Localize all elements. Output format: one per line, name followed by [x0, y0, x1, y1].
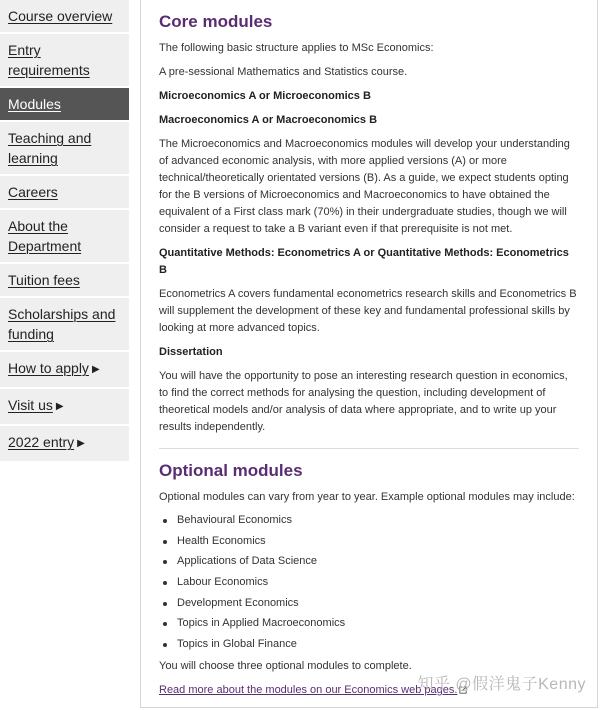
optional-modules-section [159, 461, 579, 699]
core-modules-heading: Core modules [159, 12, 273, 31]
economics-web-pages-link[interactable] [159, 684, 457, 696]
sidebar-item-label: Visit us [8, 397, 53, 413]
choose-modules-text: You will choose three optional modules to complete. [159, 660, 412, 673]
micro-macro-description: The Microeconomics and Macroeconomics modules will develop your understanding of advanced economic analysis, with more applied versions (A) or more technical/theoretically orientated versions (B). As a guide, we expect students opting for the B versions of Microeconomics and Macroeconomics to have obtained the equivalent of a First class mark (70%) in their undergraduate studies, though we will consider a request to take a B variant even if that prerequisite is not met. [159, 138, 570, 235]
sidebar-item-label: Modules [8, 96, 61, 112]
dissertation-heading: Dissertation [159, 346, 223, 358]
sidebar-nav [0, 0, 129, 463]
caret-right-icon: ▶ [55, 401, 64, 412]
optional-modules-list [159, 513, 579, 652]
dissertation-description: You will have the opportunity to pose an interesting research question in economics, to find the correct methods for analysing the question, including development of theoretical models and/or analysis of data where appropriate, and to write up your results independently. [159, 370, 568, 433]
sidebar-item-how-to-apply[interactable] [0, 352, 129, 389]
sidebar-item-2022-entry[interactable] [0, 426, 129, 463]
list-item: Topics in Global Finance [159, 637, 579, 652]
main-content [140, 0, 598, 708]
list-item: Labour Economics [159, 575, 579, 590]
sidebar-item-label: Entry requirements [8, 42, 90, 78]
optional-modules-heading: Optional modules [159, 461, 303, 480]
sidebar-item-label: Careers [8, 184, 58, 200]
watermark-text: 知乎 @假洋鬼子Kenny [417, 676, 586, 693]
sidebar-item-careers[interactable] [0, 176, 129, 210]
section-divider [159, 448, 579, 449]
core-modules-section [159, 12, 579, 436]
sidebar-item-course-overview[interactable] [0, 0, 129, 34]
sidebar-item-scholarships-and-funding[interactable] [0, 298, 129, 352]
list-item: Behavioural Economics [159, 513, 579, 528]
optional-intro: Optional modules can vary from year to year. Example optional modules may include: [159, 491, 575, 503]
list-item: Development Economics [159, 596, 579, 611]
presessional-text: A pre-sessional Mathematics and Statistics course. [159, 66, 408, 78]
sidebar-item-about-the-department[interactable] [0, 210, 129, 264]
sidebar-item-label: About the Department [8, 218, 82, 254]
list-item: Topics in Applied Macroeconomics [159, 616, 579, 631]
caret-right-icon: ▶ [91, 364, 100, 375]
macroeconomics-heading: Macroeconomics A or Macroeconomics B [159, 114, 378, 126]
sidebar-item-label: How to apply [8, 360, 89, 376]
quantitative-methods-heading: Quantitative Methods: Econometrics A or Quantitative Methods: Econometrics B [159, 247, 569, 276]
list-item: Health Economics [159, 534, 579, 549]
link-text: Read more about the modules on our Economics web pages. [159, 684, 458, 697]
sidebar-item-label: Course overview [8, 8, 113, 24]
sidebar-item-tuition-fees[interactable] [0, 264, 129, 298]
sidebar-item-label: 2022 entry [8, 434, 75, 450]
sidebar-item-entry-requirements[interactable] [0, 34, 129, 88]
sidebar-item-teaching-and-learning[interactable] [0, 122, 129, 176]
sidebar-item-visit-us[interactable] [0, 389, 129, 426]
core-intro: The following basic structure applies to MSc Economics: [159, 42, 434, 54]
sidebar-item-label: Teaching and learning [8, 130, 92, 166]
list-item: Applications of Data Science [159, 554, 579, 569]
sidebar-item-label: Scholarships and funding [8, 306, 116, 342]
sidebar-item-modules[interactable] [0, 88, 129, 122]
sidebar-item-label: Tuition fees [8, 272, 80, 288]
quantitative-methods-description: Econometrics A covers fundamental econometrics research skills and Econometrics B will supplement the development of these key and fundamental professional skills by looking at more advanced topics. [159, 288, 577, 334]
caret-right-icon: ▶ [77, 438, 85, 449]
microeconomics-heading: Microeconomics A or Microeconomics B [159, 90, 371, 102]
